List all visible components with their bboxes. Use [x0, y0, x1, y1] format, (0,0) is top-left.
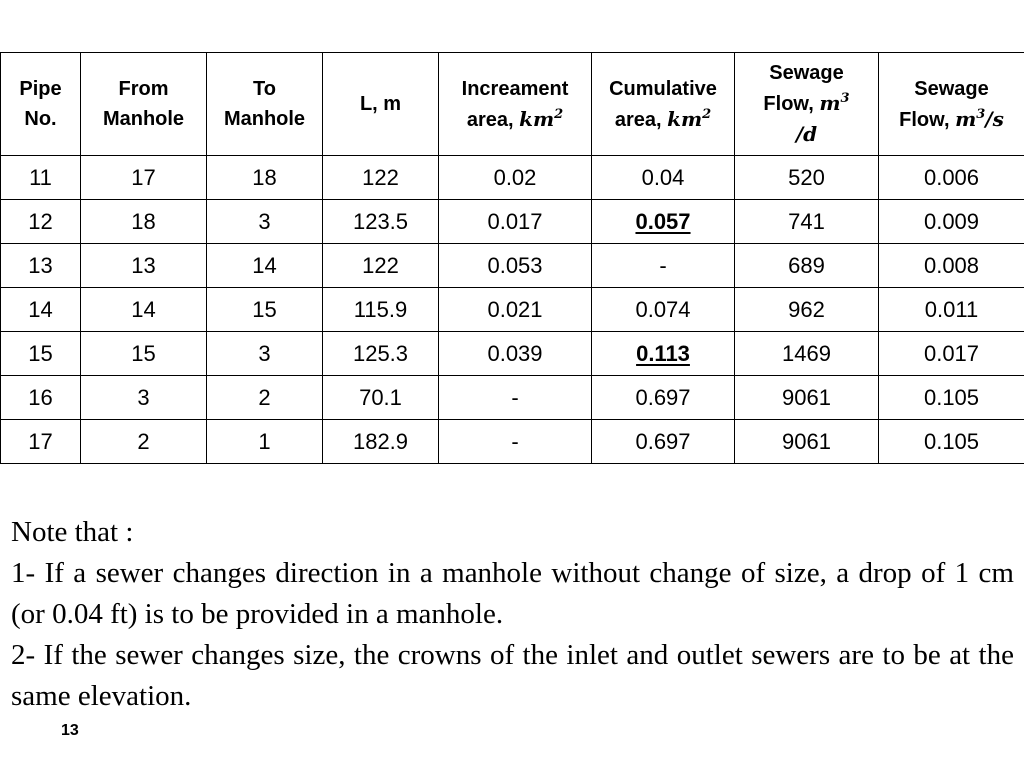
header-from-manhole: From Manhole	[81, 53, 207, 156]
cell-to-manhole: 14	[207, 244, 323, 288]
cell-from-manhole: 15	[81, 332, 207, 376]
cell-to-manhole: 15	[207, 288, 323, 332]
highlighted-value: 0.113	[636, 340, 690, 366]
cell-sewage-flow-per-day: 9061	[735, 420, 879, 464]
cell-length: 125.3	[323, 332, 439, 376]
sewer-design-table	[0, 52, 1024, 464]
cell-sewage-flow-per-second: 0.105	[879, 376, 1024, 420]
table-row	[1, 420, 1024, 464]
cell-pipe-no: 14	[1, 288, 81, 332]
table-row	[1, 200, 1024, 244]
table-row	[1, 376, 1024, 420]
cell-length: 123.5	[323, 200, 439, 244]
cell-from-manhole: 3	[81, 376, 207, 420]
header-pipe-no: Pipe No.	[1, 53, 81, 156]
note-item: 2- If the sewer changes size, the crowns of the inlet and outlet sewers are to be at the same elevation.	[11, 639, 1014, 712]
cell-increment-area: 0.017	[439, 200, 592, 244]
cell-cumulative-area: 0.04	[592, 156, 735, 200]
cell-pipe-no: 12	[1, 200, 81, 244]
cell-increment-area: 0.039	[439, 332, 592, 376]
cell-cumulative-area: 0.074	[592, 288, 735, 332]
cell-sewage-flow-per-day: 520	[735, 156, 879, 200]
cell-sewage-flow-per-day: 741	[735, 200, 879, 244]
cell-to-manhole: 1	[207, 420, 323, 464]
page-number: 13	[61, 722, 79, 739]
cell-sewage-flow-per-second: 0.008	[879, 244, 1024, 288]
cell-sewage-flow-per-day: 962	[735, 288, 879, 332]
cell-pipe-no: 11	[1, 156, 81, 200]
cell-cumulative-area: 0.697	[592, 420, 735, 464]
cell-sewage-flow-per-day: 9061	[735, 376, 879, 420]
header-to-manhole: To Manhole	[207, 53, 323, 156]
cell-increment-area: -	[439, 420, 592, 464]
cell-sewage-flow-per-day: 689	[735, 244, 879, 288]
cell-increment-area: 0.02	[439, 156, 592, 200]
header-cumulative-area: Cumulative area, $km^2$	[592, 53, 735, 156]
header-sewage-flow-per-second: Sewage Flow, $m^3/s$	[879, 53, 1024, 156]
cell-to-manhole: 3	[207, 200, 323, 244]
cell-length: 70.1	[323, 376, 439, 420]
table-row	[1, 288, 1024, 332]
cell-length: 122	[323, 156, 439, 200]
notes-section	[11, 512, 1014, 717]
cell-from-manhole: 13	[81, 244, 207, 288]
note-item: 1- If a sewer changes direction in a manhole without change of size, a drop of 1 cm (or 0.04 ft) is to be provided in a manhole.	[11, 557, 1014, 630]
cell-to-manhole: 3	[207, 332, 323, 376]
cell-pipe-no: 13	[1, 244, 81, 288]
header-increment-area: Increament area, $km^2$	[439, 53, 592, 156]
cell-sewage-flow-per-second: 0.011	[879, 288, 1024, 332]
cell-length: 122	[323, 244, 439, 288]
cell-to-manhole: 18	[207, 156, 323, 200]
cell-sewage-flow-per-second: 0.105	[879, 420, 1024, 464]
cell-length: 182.9	[323, 420, 439, 464]
table-row	[1, 244, 1024, 288]
cell-from-manhole: 17	[81, 156, 207, 200]
cell-pipe-no: 16	[1, 376, 81, 420]
highlighted-value: 0.057	[635, 208, 691, 234]
cell-cumulative-area: 0.697	[592, 376, 735, 420]
cell-sewage-flow-per-second: 0.017	[879, 332, 1024, 376]
header-sewage-flow-per-day: Sewage Flow, $m^3$ /d	[735, 53, 879, 156]
cell-length: 115.9	[323, 288, 439, 332]
cell-cumulative-area	[592, 332, 735, 376]
cell-increment-area: 0.053	[439, 244, 592, 288]
cell-from-manhole: 18	[81, 200, 207, 244]
cell-cumulative-area: -	[592, 244, 735, 288]
cell-pipe-no: 17	[1, 420, 81, 464]
cell-increment-area: 0.021	[439, 288, 592, 332]
header-length: L, m	[323, 53, 439, 156]
cell-cumulative-area	[592, 200, 735, 244]
cell-sewage-flow-per-second: 0.006	[879, 156, 1024, 200]
cell-from-manhole: 2	[81, 420, 207, 464]
table-row	[1, 156, 1024, 200]
notes-heading: Note that :	[11, 516, 134, 548]
cell-pipe-no: 15	[1, 332, 81, 376]
cell-to-manhole: 2	[207, 376, 323, 420]
cell-increment-area: -	[439, 376, 592, 420]
cell-from-manhole: 14	[81, 288, 207, 332]
table-row	[1, 332, 1024, 376]
cell-sewage-flow-per-day: 1469	[735, 332, 879, 376]
table-header-row	[1, 53, 1024, 156]
cell-sewage-flow-per-second: 0.009	[879, 200, 1024, 244]
